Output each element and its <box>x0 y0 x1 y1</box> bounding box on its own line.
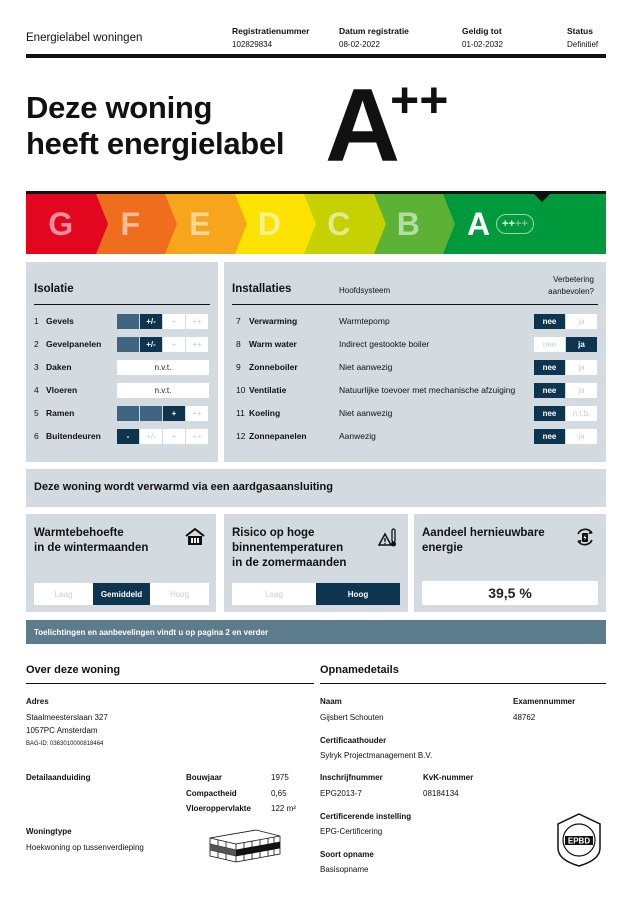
woningtype-label: Woningtype <box>26 827 72 836</box>
kvk-value: 08184134 <box>423 789 459 798</box>
installatie-row-label: Warm water <box>249 339 297 349</box>
examennummer-value: 48762 <box>513 713 536 722</box>
isolatie-row-label: Gevels <box>46 316 74 326</box>
warmte-option-hoog: Hoog <box>150 583 209 605</box>
isolatie-row-label: Buitendeuren <box>46 431 101 441</box>
installatie-row-label: Zonneboiler <box>249 362 298 372</box>
isolatie-rating-cell <box>117 337 139 352</box>
scale-letter: F <box>120 205 141 242</box>
hernieuwbare-panel <box>414 514 606 612</box>
kvk-label: KvK-nummer <box>423 773 474 782</box>
isolatie-row-number: 2 <box>34 339 39 349</box>
vloeroppervlakte-value: 122 m² <box>271 804 296 813</box>
warmtebehoefte-title: Warmtebehoefte in de wintermaanden <box>34 527 149 554</box>
epbd-logo <box>554 812 604 868</box>
isolatie-rating-cell <box>117 406 139 421</box>
hernieuwbare-value: 39,5 % <box>422 581 598 605</box>
soort-opname-value: Basisopname <box>320 865 369 874</box>
scale-letter: D <box>257 205 281 242</box>
isolatie-rating-cell: + <box>163 314 185 329</box>
scale-letter: A <box>467 205 491 242</box>
isolatie-rating-cell <box>117 314 139 329</box>
header-divider <box>26 54 606 58</box>
header-geldig-tot: Geldig tot 01-02-2032 <box>462 26 503 49</box>
energy-label-letter: A <box>325 68 401 184</box>
installatie-system: Indirect gestookte boiler <box>339 339 430 349</box>
verbetering-nee: nee <box>534 314 565 329</box>
energy-label-plus: ++ <box>390 72 449 128</box>
installatie-row-label: Verwarming <box>249 316 298 326</box>
adres-line-1: Staalmeesterslaan 327 <box>26 713 108 722</box>
isolatie-row-label: Daken <box>46 362 72 372</box>
isolatie-rating-cell: ++ <box>186 337 208 352</box>
isolatie-rating-cell: ++ <box>186 429 208 444</box>
installatie-system: Niet aanwezig <box>339 408 393 418</box>
header-status: Status Definitief <box>567 26 599 49</box>
warmtebehoefte-panel <box>26 514 216 612</box>
risico-panel <box>224 514 408 612</box>
verbetering-header: Verbetering aanbevolen? <box>548 275 594 296</box>
isolatie-row-label: Vloeren <box>46 385 78 395</box>
verbetering-nee: nee <box>534 383 565 398</box>
isolatie-nvt-cell: n.v.t. <box>117 360 209 375</box>
isolatie-row-label: Ramen <box>46 408 75 418</box>
naam-value: Gijsbert Schouten <box>320 713 384 722</box>
bouwjaar-value: 1975 <box>271 773 289 782</box>
isolatie-row-number: 4 <box>34 385 39 395</box>
woning-divider <box>26 683 314 684</box>
installatie-row-number: 10 <box>236 385 246 395</box>
installaties-title: Installaties <box>232 283 292 295</box>
examennummer-label: Examennummer <box>513 697 576 706</box>
headline: Deze woning heeft energielabel <box>26 90 285 161</box>
isolatie-rating-cell: - <box>117 429 139 444</box>
installatie-system: Warmtepomp <box>339 316 390 326</box>
installaties-divider <box>232 304 598 305</box>
inschrijfnummer-label: Inschrijfnummer <box>320 773 383 782</box>
isolatie-row-number: 3 <box>34 362 39 372</box>
isolatie-rating-cell: ++ <box>186 314 208 329</box>
naam-label: Naam <box>320 697 342 706</box>
toelichting-text: Toelichtingen en aanbevelingen vindt u op pagina 2 en verder <box>34 628 269 637</box>
installatie-row-label: Koeling <box>249 408 281 418</box>
bag-id: BAG-ID: 0363010000818464 <box>26 741 104 747</box>
detailaanduiding-label: Detailaanduiding <box>26 773 91 782</box>
isolatie-row-number: 1 <box>34 316 39 326</box>
certificaathouder-label: Certificaathouder <box>320 736 387 745</box>
opname-divider <box>320 683 606 684</box>
verbetering-ja: ja <box>566 383 597 398</box>
scale-letter: C <box>327 205 351 242</box>
installatie-row-label: Ventilatie <box>249 385 287 395</box>
installatie-row-number: 12 <box>236 431 246 441</box>
compactheid-value: 0,65 <box>271 789 287 798</box>
scale-sub-pill: ++++ <box>496 214 534 234</box>
certificaathouder-value: Sylryk Projectmanagement B.V. <box>320 751 433 760</box>
adres-line-2: 1057PC Amsterdam <box>26 726 98 735</box>
risico-title: Risico op hoge binnentemperaturen in de zomermaanden <box>232 527 347 569</box>
isolatie-title: Isolatie <box>34 283 74 295</box>
svg-text:EPBD: EPBD <box>567 836 591 846</box>
installaties-subtitle: Hoofdsysteem <box>339 286 391 295</box>
verbetering-ja: ja <box>566 429 597 444</box>
isolatie-panel <box>26 262 218 462</box>
instelling-label: Certificerende instelling <box>320 812 412 821</box>
warmte-option-laag: Laag <box>34 583 93 605</box>
bouwjaar-label: Bouwjaar <box>186 773 223 782</box>
gas-notice-text: Deze woning wordt verwarmd via een aardgasaansluiting <box>34 481 333 493</box>
isolatie-rating-cell: + <box>163 337 185 352</box>
verbetering-nee: nee <box>534 406 565 421</box>
isolatie-divider <box>34 304 210 305</box>
woning-section-title: Over deze woning <box>26 664 121 676</box>
vloeroppervlakte-label: Vloeroppervlakte <box>186 804 251 813</box>
installaties-panel <box>224 262 606 462</box>
installatie-row-number: 9 <box>236 362 241 372</box>
header-registratienummer: Registratienummer 102829834 <box>232 26 310 49</box>
gas-notice <box>26 469 606 507</box>
installatie-system: Niet aanwezig <box>339 362 393 372</box>
woningtype-value: Hoekwoning op tussenverdieping <box>26 843 144 852</box>
installatie-row-label: Zonnepanelen <box>249 431 307 441</box>
isolatie-rating-cell: +/- <box>140 314 162 329</box>
verbetering-ja: ja <box>566 360 597 375</box>
soort-opname-label: Soort opname <box>320 850 374 859</box>
scale-letter: E <box>189 205 211 242</box>
adres-label: Adres <box>26 697 49 706</box>
risico-option-hoog: Hoog <box>316 583 400 605</box>
scale-letter: B <box>396 205 420 242</box>
header-datum-registratie: Datum registratie 08-02-2022 <box>339 26 409 49</box>
isolatie-row-number: 6 <box>34 431 39 441</box>
verbetering-nee: nee <box>534 337 565 352</box>
current-class-marker <box>534 194 550 202</box>
instelling-value: EPG-Certificering <box>320 827 383 836</box>
house-icon <box>184 526 206 548</box>
isolatie-row-label: Gevelpanelen <box>46 339 102 349</box>
isolatie-row-number: 5 <box>34 408 39 418</box>
warmte-option-gemiddeld: Gemiddeld <box>93 583 150 605</box>
isolatie-rating-cell: ++ <box>186 406 208 421</box>
isolatie-rating-cell: + <box>163 429 185 444</box>
scale-class-a <box>443 194 606 254</box>
compactheid-label: Compactheid <box>186 789 237 798</box>
installatie-row-number: 8 <box>236 339 241 349</box>
scale-class-g <box>26 194 96 254</box>
installatie-row-number: 7 <box>236 316 241 326</box>
energy-scale <box>26 194 606 254</box>
renewable-energy-icon <box>574 526 596 548</box>
document-title: Energielabel woningen <box>26 32 143 44</box>
installatie-system: Natuurlijke toevoer met mechanische afzuiging <box>339 385 516 395</box>
scale-letter: G <box>48 205 74 242</box>
toelichting-bar <box>26 620 606 644</box>
installatie-system: Aanwezig <box>339 431 376 441</box>
verbetering-ja: ja <box>566 337 597 352</box>
verbetering-ja: ja <box>566 314 597 329</box>
hernieuwbare-title: Aandeel hernieuwbare energie <box>422 527 545 554</box>
installatie-row-number: 11 <box>236 408 245 418</box>
verbetering-nee: nee <box>534 429 565 444</box>
isolatie-rating-cell <box>140 406 162 421</box>
building-type-illustration <box>208 828 282 866</box>
isolatie-rating-cell: + <box>163 406 185 421</box>
thermometer-warning-icon <box>376 526 398 548</box>
isolatie-nvt-cell: n.v.t. <box>117 383 209 398</box>
isolatie-rating-cell: +/- <box>140 429 162 444</box>
opname-section-title: Opnamedetails <box>320 664 399 676</box>
risico-option-laag: Laag <box>232 583 316 605</box>
inschrijfnummer-value: EPG2013-7 <box>320 789 362 798</box>
isolatie-rating-cell: +/- <box>140 337 162 352</box>
verbetering-nee: nee <box>534 360 565 375</box>
verbetering-ja: n.t.b. <box>566 406 597 421</box>
